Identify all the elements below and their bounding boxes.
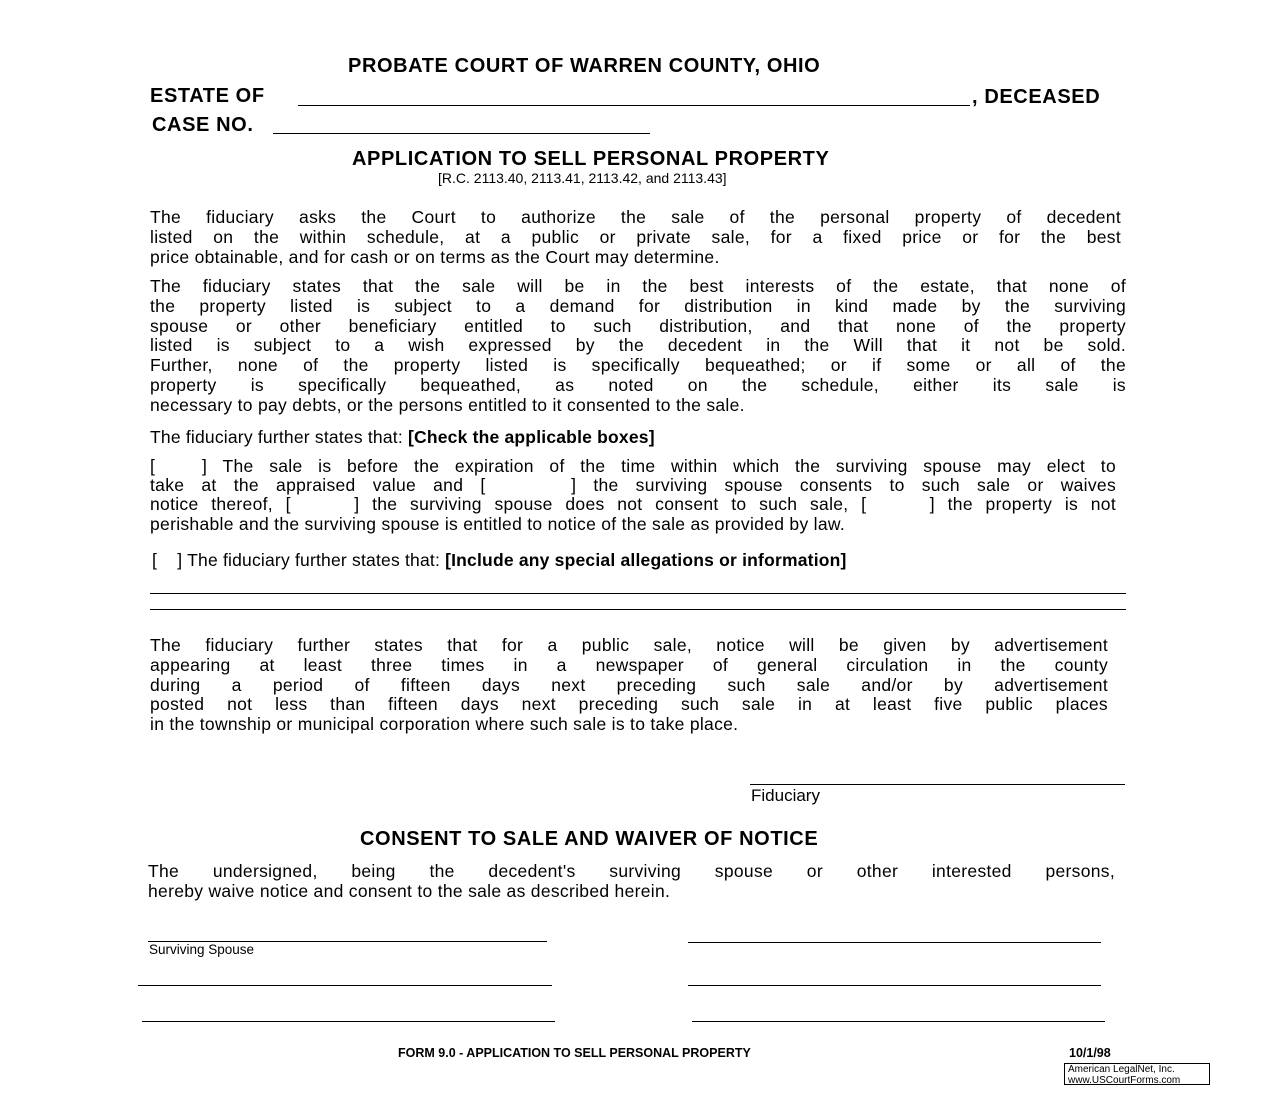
special-line-1[interactable] xyxy=(150,593,1126,594)
paragraph-line: in the township or municipal corporation where such sale is to take place. xyxy=(150,714,739,735)
paragraph-line: notice thereof, [ ] the surviving spouse does not consent to such sale, [ ] the property is not xyxy=(150,494,1116,515)
signature-line[interactable] xyxy=(688,985,1101,986)
special-instruction: [Include any special allegations or information] xyxy=(445,550,847,570)
case-no-field[interactable] xyxy=(273,133,650,134)
paragraph-line: property is specifically bequeathed, as noted on the schedule, either its sale is xyxy=(150,375,1126,395)
check-intro-instruction: [Check the applicable boxes] xyxy=(407,427,655,447)
special-line-2[interactable] xyxy=(150,609,1126,610)
paragraph-line: The fiduciary states that the sale will be in the best interests of the estate, that none of xyxy=(150,276,1126,296)
special-allegations xyxy=(152,550,847,571)
paragraph-line: [ ] The sale is before the expiration of the time within which the surviving spouse may elect to xyxy=(150,456,1116,476)
court-name: PROBATE COURT OF WARREN COUNTY, OHIO xyxy=(348,55,821,77)
fiduciary-label: Fiduciary xyxy=(751,786,820,805)
paragraph-line: posted not less than fifteen days next preceding such sale in at least five public places xyxy=(150,694,1108,715)
deceased-label: , DECEASED xyxy=(972,86,1101,108)
signature-line[interactable] xyxy=(142,1021,555,1022)
publisher-website: www.USCourtForms.com xyxy=(1068,1075,1181,1086)
paragraph-line: The fiduciary further states that for a public sale, notice will be given by advertisement xyxy=(150,635,1108,655)
signature-line[interactable] xyxy=(692,1021,1105,1022)
surviving-spouse-label: Surviving Spouse xyxy=(149,942,255,957)
case-no-label: CASE NO. xyxy=(152,114,254,136)
signature-line[interactable] xyxy=(138,985,552,986)
paragraph-line: necessary to pay debts, or the persons entitled to it consented to the sale. xyxy=(150,394,745,415)
paragraph-line: The fiduciary asks the Court to authorize the sale of the personal property of decedent xyxy=(150,207,1121,227)
paragraph-line: hereby waive notice and consent to the sale as described herein. xyxy=(148,881,671,901)
special-checkbox[interactable]: [ ] xyxy=(152,550,183,570)
form-date: 10/1/98 xyxy=(1069,1046,1111,1060)
paragraph-line: Further, none of the property listed is specifically bequeathed; or if some or all of the xyxy=(150,355,1126,376)
form-title: APPLICATION TO SELL PERSONAL PROPERTY xyxy=(352,148,830,170)
form-footer: FORM 9.0 - APPLICATION TO SELL PERSONAL PROPERTY xyxy=(398,1046,751,1060)
paragraph-line: The undersigned, being the decedent's surviving spouse or other interested persons, xyxy=(148,861,1115,881)
paragraph-line: listed on the within schedule, at a public or private sale, for a fixed price or for the best xyxy=(150,227,1121,247)
fiduciary-signature-line[interactable] xyxy=(750,784,1125,785)
paragraph-line: the property listed is subject to a demand for distribution in kind made by the surviving xyxy=(150,295,1126,316)
paragraph-line: perishable and the surviving spouse is entitled to notice of the sale as provided by law. xyxy=(150,513,846,534)
estate-of-label: ESTATE OF xyxy=(150,85,265,107)
special-intro-text: The fiduciary further states that: xyxy=(182,550,446,570)
signature-line[interactable] xyxy=(688,942,1101,943)
paragraph-line: appearing at least three times in a newspaper of general circulation in the county xyxy=(150,654,1108,675)
statute-reference: [R.C. 2113.40, 2113.41, 2113.42, and 2113.43] xyxy=(438,170,727,186)
paragraph-line: take at the appraised value and [ ] the surviving spouse consents to such sale or waives xyxy=(150,475,1116,496)
paragraph-line: listed is subject to a wish expressed by the decedent in the Will that it not be sold. xyxy=(150,335,1126,356)
estate-name-field[interactable] xyxy=(298,105,970,106)
paragraph-line: during a period of fifteen days next preceding such sale and/or by advertisement xyxy=(150,674,1108,695)
publisher-name: American LegalNet, Inc. xyxy=(1068,1064,1175,1075)
publisher-stamp xyxy=(1064,1063,1210,1085)
check-intro-text: The fiduciary further states that: xyxy=(150,427,408,447)
paragraph-line: price obtainable, and for cash or on terms as the Court may determine. xyxy=(150,247,720,267)
check-intro xyxy=(150,427,655,448)
paragraph-line: spouse or other beneficiary entitled to such distribution, and that none of the property xyxy=(150,315,1126,336)
consent-title: CONSENT TO SALE AND WAIVER OF NOTICE xyxy=(360,828,819,850)
